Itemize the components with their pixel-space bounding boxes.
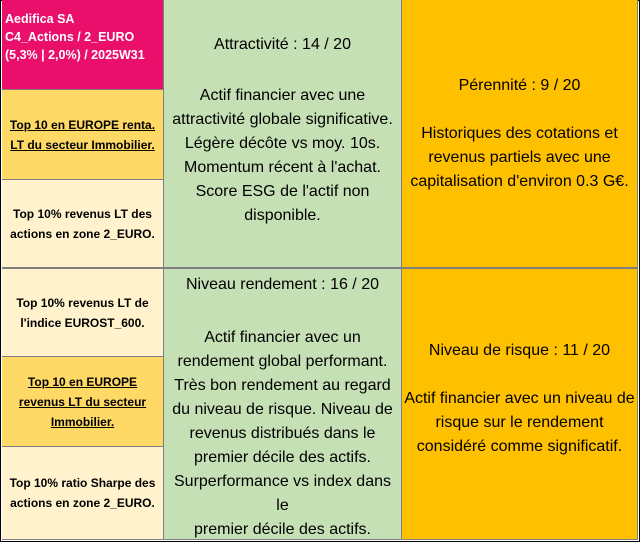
perennite-description <box>410 122 628 194</box>
asset-title-block <box>2 0 164 90</box>
risque-line: considéré comme significatif. <box>416 438 623 455</box>
ranking-badge-2 <box>2 180 164 268</box>
rendement-line: Très bon rendement au regard <box>174 377 391 394</box>
ranking-badge-1 <box>2 90 164 180</box>
risque-title: Niveau de risque : 11 / 20 <box>428 342 611 359</box>
rendement-description <box>164 326 401 540</box>
attractivite-line: disponible. <box>244 207 321 224</box>
attractivite-line: Actif financier avec une <box>199 87 366 104</box>
risque-line: Actif financier avec un niveau de <box>404 390 635 407</box>
rendement-line: Actif financier avec un <box>204 329 361 346</box>
rendement-line: Surperformance vs index dans le <box>174 473 391 514</box>
ranking-badge-4-text: Top 10 en EUROPE revenus LT du secteur Immobilier. <box>18 374 147 429</box>
ranking-badge-5 <box>2 447 164 540</box>
ranking-badge-1-text: Top 10 en EUROPE renta. LT du secteur Immobilier. <box>9 117 156 152</box>
ranking-badge-2-text: Top 10% revenus LT des actions en zone 2_EURO. <box>10 206 155 241</box>
attractivite-description <box>164 84 401 228</box>
perennite-line: capitalisation d'environ 0.3 G€. <box>410 172 629 190</box>
asset-rates-week: (5,3% | 2,0%) / 2025W31 <box>5 48 145 62</box>
asset-name: Aedifica SA <box>5 12 75 26</box>
row-separator <box>2 267 638 269</box>
risque-description <box>404 387 634 459</box>
attractivite-title: Attractivité : 14 / 20 <box>214 36 351 53</box>
perennite-panel <box>402 0 638 268</box>
attractivite-line: Score ESG de l'actif non <box>195 183 370 200</box>
rendement-line: rendement global performant. <box>177 353 388 370</box>
ranking-badge-4 <box>2 357 164 447</box>
attractivite-line: Légère décôte vs moy. 10s. <box>184 135 381 152</box>
rendement-line: premier décile des actifs. <box>194 521 371 538</box>
perennite-line: Historiques des cotations et <box>421 124 618 142</box>
attractivite-panel <box>164 0 402 268</box>
risque-panel <box>402 269 638 540</box>
perennite-line: revenus partiels avec une <box>428 148 611 166</box>
rendement-line: revenus distribués dans le <box>189 425 376 442</box>
rendement-line: premier décile des actifs. <box>194 449 371 466</box>
rendement-line: du niveau de risque. Niveau de <box>172 401 393 418</box>
ranking-badge-3 <box>2 269 164 357</box>
rendement-title: Niveau rendement : 16 / 20 <box>185 276 379 293</box>
attractivite-line: Momentum récent à l'achat. <box>184 159 381 176</box>
perennite-title: Pérennité : 9 / 20 <box>458 76 581 94</box>
ranking-badge-3-text: Top 10% revenus LT de l'indice EUROST_600. <box>16 295 149 330</box>
risque-line: risque sur le rendement <box>435 414 604 431</box>
ranking-badge-5-text: Top 10% ratio Sharpe des actions en zone 2_EURO. <box>9 476 156 510</box>
attractivite-line: attractivité globale significative. <box>172 111 393 128</box>
asset-category: C4_Actions / 2_EURO <box>5 30 135 44</box>
rendement-panel <box>164 269 402 540</box>
